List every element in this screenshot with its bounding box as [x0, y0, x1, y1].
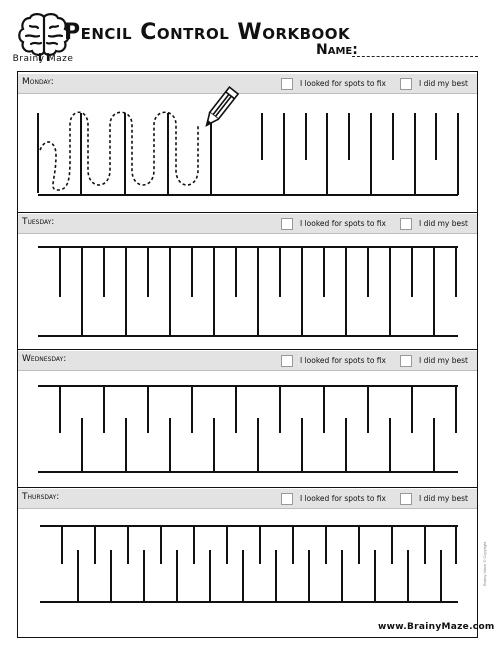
checkbox-box[interactable] [281, 493, 293, 505]
checkbox-label: I did my best [419, 494, 468, 503]
checkbox-label: I did my best [419, 219, 468, 228]
section-divider [18, 487, 477, 488]
section-header-bar [18, 489, 477, 509]
checkbox-box[interactable] [400, 218, 412, 230]
checkbox-did-my-best[interactable] [400, 217, 468, 230]
page-title: Pencil Control Workbook [64, 20, 351, 45]
checkbox-looked-for-spots[interactable] [281, 217, 386, 230]
checkbox-box[interactable] [281, 218, 293, 230]
tracing-area-tuesday[interactable] [18, 240, 477, 340]
day-label: Thursday: [22, 492, 60, 502]
checkbox-label: I looked for spots to fix [300, 494, 386, 503]
checkbox-label: I did my best [419, 356, 468, 365]
section-divider [18, 212, 477, 213]
tracing-area-thursday[interactable] [18, 520, 477, 610]
copyright-note: Brainy Maze © Copyright [482, 541, 487, 586]
checkbox-label: I did my best [419, 79, 468, 88]
day-label: Monday: [22, 77, 54, 87]
section-header-bar [18, 351, 477, 371]
tracing-area-monday[interactable] [18, 80, 477, 200]
checkbox-label: I looked for spots to fix [300, 219, 386, 228]
name-label: Name: [316, 42, 358, 58]
checkbox-box[interactable] [281, 355, 293, 367]
checkbox-box[interactable] [400, 493, 412, 505]
checkbox-label: I looked for spots to fix [300, 79, 386, 88]
checkbox-box[interactable] [400, 355, 412, 367]
checkbox-looked-for-spots[interactable] [281, 492, 386, 505]
checkbox-did-my-best[interactable] [400, 354, 468, 367]
day-label: Wednesday: [22, 354, 67, 364]
pencil-icon [198, 84, 242, 134]
checkbox-looked-for-spots[interactable] [281, 354, 386, 367]
section-divider [18, 349, 477, 350]
checkbox-did-my-best[interactable] [400, 492, 468, 505]
tracing-area-wednesday[interactable] [18, 378, 477, 478]
logo-text: Brainy Maze [12, 54, 74, 64]
day-label: Tuesday: [22, 217, 55, 227]
name-field[interactable] [352, 56, 478, 57]
worksheet-header [0, 0, 500, 70]
section-header-bar [18, 214, 477, 234]
website-footer: www.BrainyMaze.com [378, 622, 495, 632]
checkbox-label: I looked for spots to fix [300, 356, 386, 365]
